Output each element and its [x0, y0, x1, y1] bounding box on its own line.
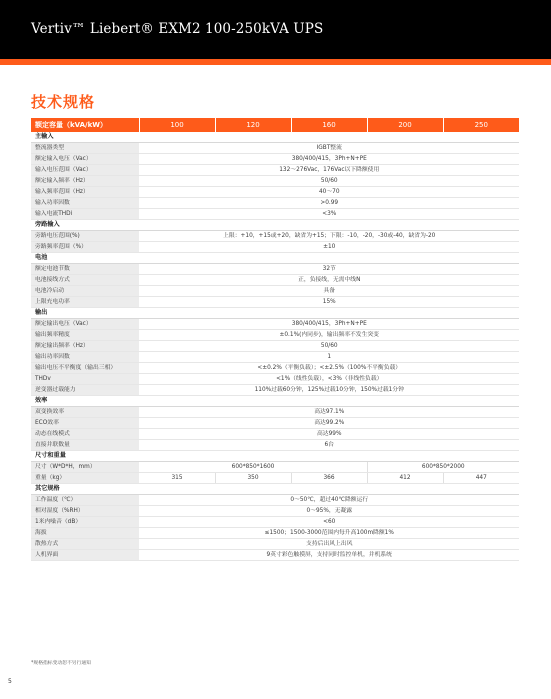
spec-value: <±0.2%（平衡负载）；<±2.5%（100%不平衡负载） [139, 363, 519, 374]
spec-value: ±10 [139, 242, 519, 253]
table-row [31, 440, 519, 451]
spec-value: 50/60 [139, 176, 519, 187]
spec-label: 电池冷启动 [31, 286, 139, 297]
table-row [31, 506, 519, 517]
spec-label: 输入电压范围（Vac） [31, 165, 139, 176]
spec-value: 高达99.2% [139, 418, 519, 429]
spec-value: <60 [139, 517, 519, 528]
spec-value: 15% [139, 297, 519, 308]
spec-table [31, 118, 519, 561]
table-row [31, 374, 519, 385]
spec-value: 380/400/415，3Ph+N+PE [139, 154, 519, 165]
spec-label: 额定电池节数 [31, 264, 139, 275]
table-row [31, 143, 519, 154]
spec-value: 600*850*2000 [367, 462, 519, 473]
spec-value: 350 [215, 473, 291, 484]
spec-label: 整流器类型 [31, 143, 139, 154]
section-header-label: 效率 [31, 396, 519, 407]
spec-label: 逆变器过载能力 [31, 385, 139, 396]
table-row [31, 286, 519, 297]
footnote: *规格指标变动恕不另行通知 [31, 661, 91, 666]
spec-label: 1米内噪音（dB） [31, 517, 139, 528]
column-header-rated-capacity: 额定容量（kVA/kW） [31, 118, 139, 132]
table-row [31, 363, 519, 374]
table-row [31, 352, 519, 363]
table-row [31, 418, 519, 429]
section-header-row [31, 484, 519, 495]
spec-label: 海拔 [31, 528, 139, 539]
spec-value: 支持后出风上出风 [139, 539, 519, 550]
section-header-label: 其它规格 [31, 484, 519, 495]
spec-value: ±0.1%(内同步)，输出频率不发生突变 [139, 330, 519, 341]
spec-label: 人机界面 [31, 550, 139, 561]
section-header-row [31, 451, 519, 462]
spec-label: 输入电流THDi [31, 209, 139, 220]
spec-label: 直接并联数量 [31, 440, 139, 451]
spec-label: 工作温度（℃） [31, 495, 139, 506]
spec-value: 正，负接线，无需中线N [139, 275, 519, 286]
spec-label: 额定输出频率（Hz） [31, 341, 139, 352]
spec-value: ≤1500；1500-3000范围内每升高100m降额1% [139, 528, 519, 539]
section-header-row [31, 220, 519, 231]
spec-value: 110%过载60分钟，125%过载10分钟，150%过载1分钟 [139, 385, 519, 396]
spec-label: 输入功率因数 [31, 198, 139, 209]
spec-label: 电池接线方式 [31, 275, 139, 286]
spec-table-header-row [31, 118, 519, 132]
table-row [31, 198, 519, 209]
spec-value: 412 [367, 473, 443, 484]
spec-label: 输出电压不平衡度（输出三相） [31, 363, 139, 374]
spec-value: 366 [291, 473, 367, 484]
spec-value: 0～50℃，超过40℃降额运行 [139, 495, 519, 506]
spec-label: 输出频率精度 [31, 330, 139, 341]
column-header-capacity: 160 [291, 118, 367, 132]
spec-label: ECO效率 [31, 418, 139, 429]
section-header-label: 电池 [31, 253, 519, 264]
column-header-capacity: 100 [139, 118, 215, 132]
spec-value: 315 [139, 473, 215, 484]
table-row [31, 187, 519, 198]
spec-label: THDv [31, 374, 139, 385]
section-header-row [31, 308, 519, 319]
spec-value: 50/60 [139, 341, 519, 352]
spec-value: 具备 [139, 286, 519, 297]
spec-value: 6台 [139, 440, 519, 451]
spec-label: 旁路频率范围（%） [31, 242, 139, 253]
table-row [31, 550, 519, 561]
table-row [31, 209, 519, 220]
spec-value: 0～95%，无凝露 [139, 506, 519, 517]
section-header-label: 输出 [31, 308, 519, 319]
spec-label: 旁路电压范围(%) [31, 231, 139, 242]
table-row [31, 330, 519, 341]
section-header-label: 主输入 [31, 132, 519, 143]
table-row [31, 264, 519, 275]
spec-label: 动态在线模式 [31, 429, 139, 440]
table-row [31, 528, 519, 539]
spec-label: 重量（kg） [31, 473, 139, 484]
table-row [31, 473, 519, 484]
header-accent-stripe [0, 59, 551, 65]
section-header-label: 尺寸和重量 [31, 451, 519, 462]
section-header-row [31, 396, 519, 407]
spec-table-body [31, 132, 519, 561]
table-row [31, 341, 519, 352]
spec-value: 380/400/415，3Ph+N+PE [139, 319, 519, 330]
table-row [31, 297, 519, 308]
table-row [31, 319, 519, 330]
spec-value: 高达99% [139, 429, 519, 440]
table-row [31, 495, 519, 506]
table-row [31, 429, 519, 440]
section-header-row [31, 253, 519, 264]
table-row [31, 242, 519, 253]
section-title: 技术规格 [31, 93, 96, 111]
spec-value: 40～70 [139, 187, 519, 198]
spec-value: IGBT整流 [139, 143, 519, 154]
spec-label: 上限充电功率 [31, 297, 139, 308]
spec-value: <3% [139, 209, 519, 220]
column-header-capacity: 120 [215, 118, 291, 132]
spec-value: 447 [443, 473, 519, 484]
spec-value: 132～276Vac，176Vac以下降额使用 [139, 165, 519, 176]
spec-label: 额定输入频率（Hz） [31, 176, 139, 187]
spec-label: 双变换效率 [31, 407, 139, 418]
spec-label: 输出功率因数 [31, 352, 139, 363]
table-row [31, 462, 519, 473]
document-title: Vertiv™ Liebert® EXM2 100-250kVA UPS [31, 21, 324, 37]
spec-value: >0.99 [139, 198, 519, 209]
section-header-row [31, 132, 519, 143]
column-header-capacity: 200 [367, 118, 443, 132]
spec-value: 1 [139, 352, 519, 363]
spec-value: 600*850*1600 [139, 462, 367, 473]
spec-label: 散热方式 [31, 539, 139, 550]
section-header-label: 旁路输入 [31, 220, 519, 231]
table-row [31, 517, 519, 528]
spec-label: 额定输入电压（Vac） [31, 154, 139, 165]
spec-value: 32节 [139, 264, 519, 275]
spec-label: 输入频率范围（Hz） [31, 187, 139, 198]
table-row [31, 176, 519, 187]
spec-value: 上限：+10，+15或+20，缺省为+15；下限：-10，-20，-30或-40，缺省为-20 [139, 231, 519, 242]
table-row [31, 231, 519, 242]
header-bar [0, 0, 551, 59]
table-row [31, 385, 519, 396]
spec-label: 尺寸（W*D*H，mm） [31, 462, 139, 473]
spec-label: 相对湿度（%RH） [31, 506, 139, 517]
spec-value: 9英寸彩色触摸屏，支持同时监控单机，并机系统 [139, 550, 519, 561]
table-row [31, 154, 519, 165]
table-row [31, 407, 519, 418]
page-number: 5 [8, 678, 12, 685]
spec-value: 高达97.1% [139, 407, 519, 418]
table-row [31, 539, 519, 550]
spec-value: <1%（线性负载），<3%（非线性负载） [139, 374, 519, 385]
spec-label: 额定输出电压（Vac） [31, 319, 139, 330]
table-row [31, 165, 519, 176]
table-row [31, 275, 519, 286]
column-header-capacity: 250 [443, 118, 519, 132]
